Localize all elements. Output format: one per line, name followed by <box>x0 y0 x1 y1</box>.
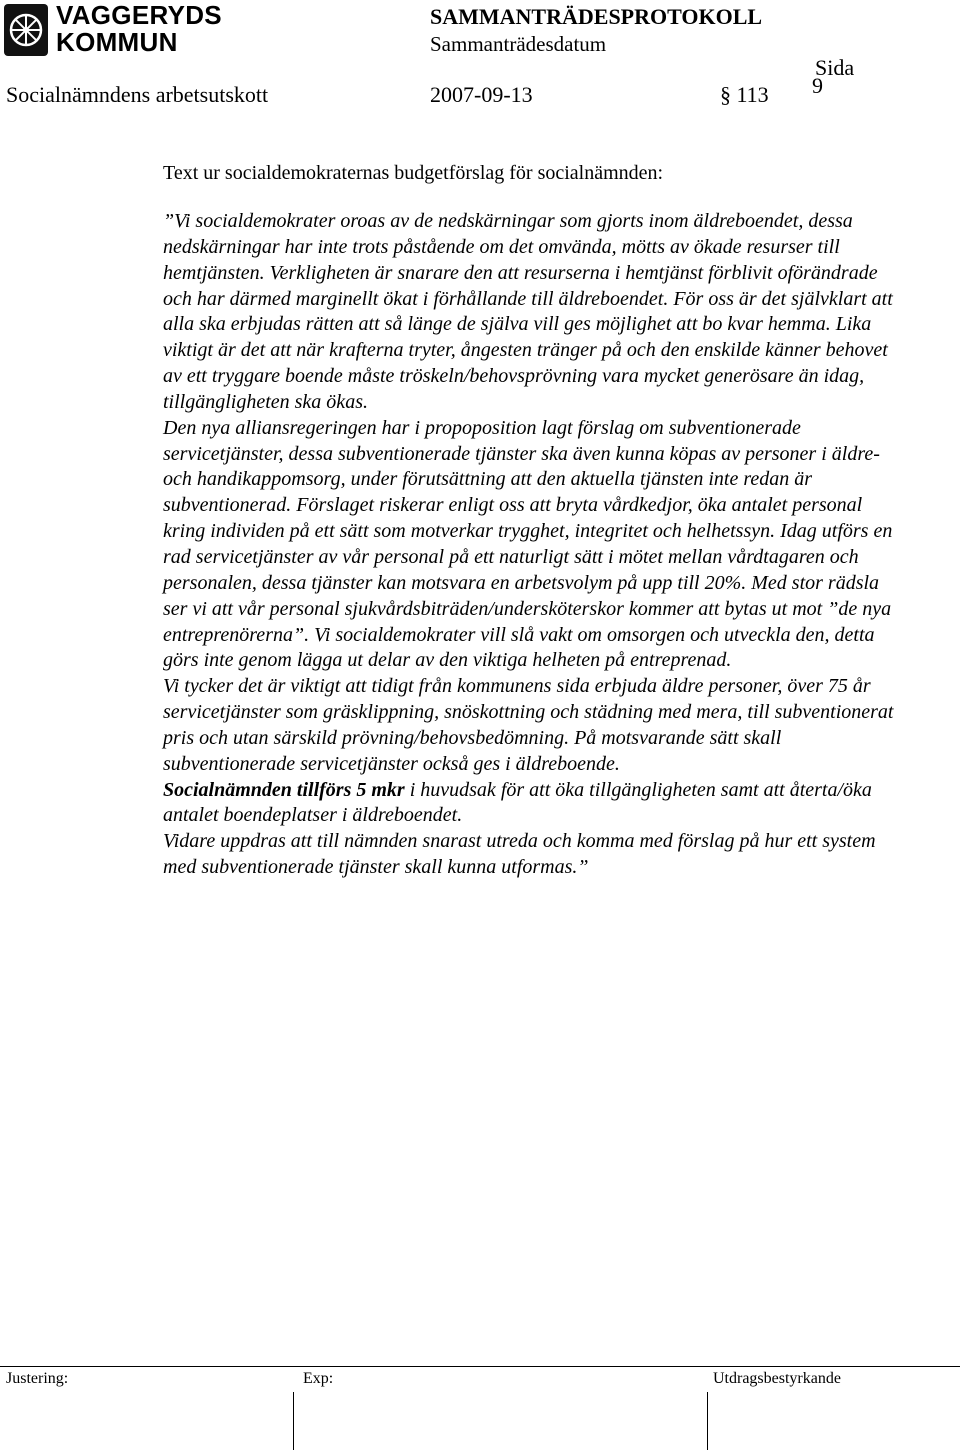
quote-paragraph-3: Vi tycker det är viktigt att tidigt från kommunens sida erbjuda äldre personer, över 75 år servicetjänster som gräsklippning, snöskottning och städning med mera, till subventionerat pris och utan särskild prövning/behovsbedömning. På motsvarande sätt skall subventionerade servicetjänster också ges i äldreboende. <box>163 675 894 775</box>
footer-divider <box>0 1366 960 1367</box>
funding-emphasis: Socialnämnden tillförs 5 mkr <box>163 778 405 801</box>
quote-paragraph-1: ”Vi socialdemokrater oroas av de nedskärningar som gjorts inom äldreboendet, dessa nedskärningar har inte trots påstående om det omvända, mötts av ökade resurser till hemtjänsten. Verkligheten är snarare den att resurserna i hemtjänst förblivit oförändrade och har därmed marginellt ökat i förhållande till äldreboendet. För oss är det självklart att alla ska erbjudas rätten att så länge de själva vill ges möjlighet att bo kvar hemma. Lika viktigt är det att när krafterna tryter, ångesten tränger på och den enskilde känner behovet av ett tryggare boende måste tröskeln/behovsprövning vara mycket generösare än idag, tillgängligheten ska ökas. <box>163 210 893 413</box>
document-type-title: SAMMANTRÄDESPROTOKOLL <box>430 4 763 29</box>
quote-paragraph-4 <box>163 778 908 830</box>
footer-divider-vertical-1 <box>293 1392 294 1450</box>
footer-divider-vertical-2 <box>707 1392 708 1450</box>
quote-paragraph-2: Den nya alliansregeringen har i propoposition lagt förslag om subventionerade servicetjänster, dessa subventionerade tjänster ska även kunna köpas av personer i äldre- och handikappomsorg, under förutsättning att den aktuella tjänsten inte redan är subventionerad. Förslaget riskerar enligt oss att bryta vårdkedjor, öka antalet personal kring individen på ett sätt som motverkar trygghet, integritet och helhetssyn. Idag utförs en rad servicetjänster av vår personal på ett naturligt sätt i mötet mellan vårdtagaren och personalen, dessa tjänster kan motsvara en arbetsvolym på upp till 20%. Med stor rädsla ser vi att vår personal sjukvårdsbiträden/undersköterskor kommer att bytas ut mot ”de nya entreprenörerna”. Vi socialdemokrater vill slå vakt om omsorgen och utveckla den, detta görs inte genom lägga ut delar av den viktiga helheten på entreprenad. <box>163 416 893 672</box>
quote-paragraph-5: Vidare uppdras att till nämnden snarast utreda och komma med förslag på hur ett system med subventionerade tjänster skall kunna utformas.” <box>163 830 876 879</box>
paragraph-number: § 113 <box>720 82 769 107</box>
page-number: 9 <box>812 73 823 98</box>
meeting-date-label: Sammanträdesdatum <box>430 32 607 56</box>
municipality-logo-text <box>56 2 222 56</box>
budget-quote <box>163 209 908 881</box>
municipality-logo-emblem-icon <box>4 4 48 56</box>
footer-utdrag-label: Utdragsbestyrkande <box>713 1370 841 1387</box>
committee-name: Socialnämndens arbetsutskott <box>6 82 269 107</box>
footer-justering-label: Justering: <box>6 1370 69 1387</box>
logo-line-2: KOMMUN <box>56 27 178 57</box>
meeting-date: 2007-09-13 <box>430 82 533 107</box>
intro-heading: Text ur socialdemokraternas budgetförslag för socialnämnden: <box>163 162 664 184</box>
logo-line-1: VAGGERYDS <box>56 0 222 30</box>
page-label: Sida <box>815 55 855 80</box>
footer-exp-label: Exp: <box>303 1370 334 1387</box>
funding-rest: i huvudsak för att öka tillgängligheten samt att återta/öka antalet boendeplatser i äldreboendet. <box>163 778 872 827</box>
